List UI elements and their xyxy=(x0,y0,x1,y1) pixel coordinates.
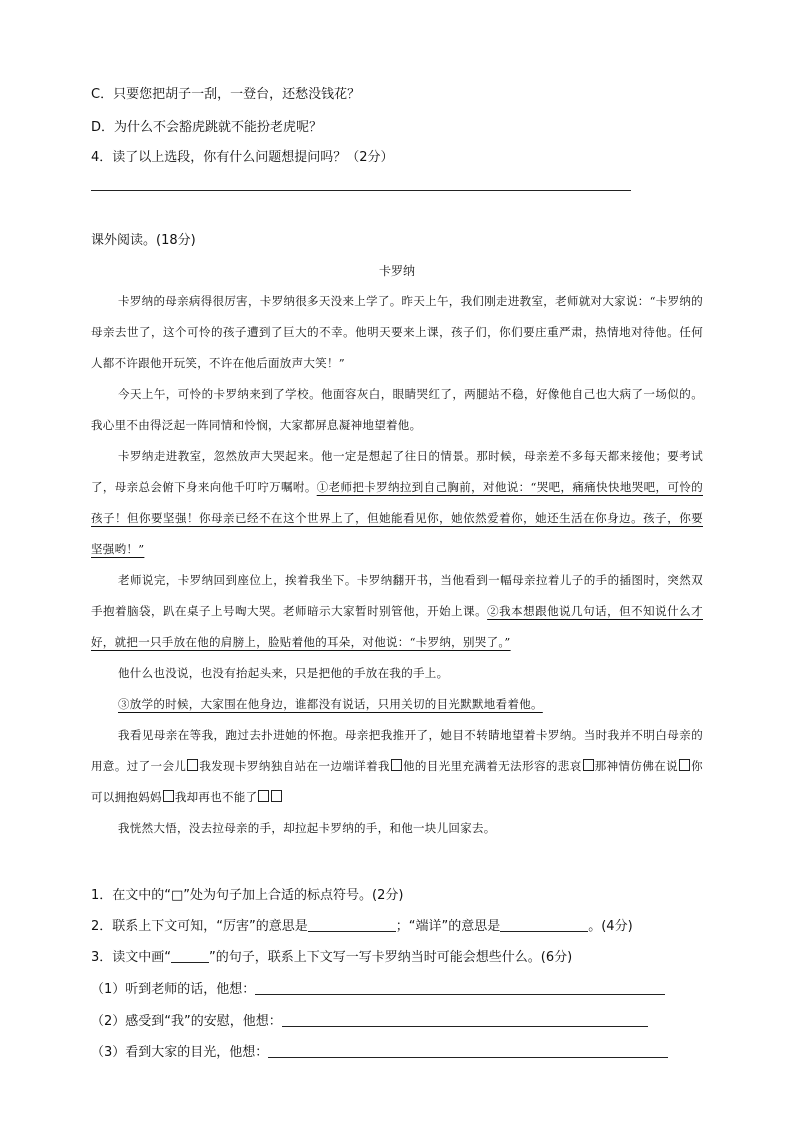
paragraph-2: 今天上午，可怜的卡罗纳来到了学校。他面容灰白，眼睛哭红了，两腿站不稳，好像他自己也大病了一场似的。我心里不由得泛起一阵同情和怜悯，大家都屏息凝神地望着他。 xyxy=(91,387,703,432)
question-3: 3．读文中画“ ”的句子，联系上下文写一写卡罗纳当时可能会想些什么。(6分) xyxy=(91,950,573,965)
underlined-sentence-2: ②我本想跟他说几句话，但不知说什么才好，就把一只手放在他的肩膀上，脸贴着他的耳朵，对他说：“卡罗纳，别哭了。” xyxy=(91,604,703,649)
question-1: 1．在文中的“□”处为句子加上合适的标点符号。(2分) xyxy=(91,888,404,903)
paragraph-5: 他什么也没说，也没有抬起头来，只是把他的手放在我的手上。 xyxy=(118,666,449,680)
paragraph-3: 卡罗纳走进教室，忽然放声大哭起来。他一定是想起了往日的情景。那时候，母亲差不多每天都来接他；要考试了，母亲总会俯下身来向他千叮咛万嘱咐。①老师把卡罗纳拉到自己胸前，对他说：“哭吧，痛痛快快地哭吧，可怜的孩子！但你要坚强！你母亲已经不在这个世界上了，但她能看见你，她依然爱着你，她还生活在你身边。孩子，你要坚强哟！” xyxy=(91,449,703,556)
paragraph-6 xyxy=(91,689,703,720)
answer-blank-duanxiang[interactable] xyxy=(500,931,588,932)
blank-box[interactable] xyxy=(679,759,690,771)
section-heading: 课外阅读。(18分) xyxy=(91,233,196,248)
paragraph-4: 老师说完，卡罗纳回到座位上，挨着我坐下。卡罗纳翻开书，当他看到一幅母亲拉着儿子的手的插图时，突然双手抱着脑袋，趴在桌子上号啕大哭。老师暗示大家暂时别管他，开始上课。②我本想跟他说几句话，但不知说什么才好，就把一只手放在他的肩膀上，脸贴着他的耳朵，对他说：“卡罗纳，别哭了。” xyxy=(91,573,703,649)
sub-question-3: （3）看到大家的目光，他想： xyxy=(91,1041,668,1060)
option-c: C．只要您把胡子一刮，一登台，还愁没钱花？ xyxy=(91,87,361,102)
question-4: 4．读了以上选段，你有什么问题想提问吗？（2分） xyxy=(91,150,394,165)
sub-question-2: （2）感受到“我”的安慰，他想： xyxy=(91,1010,648,1029)
answer-line-s2[interactable] xyxy=(282,1026,648,1027)
answer-line-s1[interactable] xyxy=(255,994,665,995)
story-title: 卡罗纳 xyxy=(378,264,415,278)
paragraph-7: 我看见母亲在等我，跑过去扑进她的怀抱。母亲把我推开了，她目不转睛地望着卡罗纳。当时我并不明白母亲的用意。过了一会儿 我发现卡罗纳独自站在一边端详着我 他的目光里充满着无法形容的悲哀 那神情仿佛在说 你可以拥抱妈妈 我却再也不能了 xyxy=(91,728,703,804)
paragraph-1: 卡罗纳的母亲病得很厉害，卡罗纳很多天没来上学了。昨天上午，我们刚走进教室，老师就对大家说：“卡罗纳的母亲去世了，这个可怜的孩子遭到了巨大的不幸。他明天要来上课，孩子们，你们要庄重严肃，热情地对待他。任何人都不许跟他开玩笑，不许在他后面放声大笑！” xyxy=(91,294,703,370)
blank-box[interactable] xyxy=(163,790,174,802)
question-2: 2．联系上下文可知，“厉害”的意思是 ；“端详”的意思是 。(4分) xyxy=(91,919,633,934)
paragraph-8: 我恍然大悟，没去拉母亲的手，却拉起卡罗纳的手，和他一块儿回家去。 xyxy=(118,821,496,835)
blank-box[interactable] xyxy=(187,759,198,771)
underline-sample xyxy=(171,962,209,963)
blank-box[interactable] xyxy=(258,790,269,802)
blank-box[interactable] xyxy=(391,759,402,771)
option-d: D．为什么不会豁虎跳就不能扮老虎呢？ xyxy=(91,120,323,135)
story-body xyxy=(91,286,703,844)
sub-question-1: （1）听到老师的话，他想： xyxy=(91,978,665,997)
answer-line-s3[interactable] xyxy=(268,1057,668,1058)
answer-blank-lihai[interactable] xyxy=(308,931,396,932)
answer-line-q4 xyxy=(91,190,631,191)
underlined-sentence-1: ①老师把卡罗纳拉到自己胸前，对他说：“哭吧，痛痛快快地哭吧，可怜的孩子！但你要坚强！你母亲已经不在这个世界上了，但她能看见你，她依然爱着你，她还生活在你身边。孩子，你要坚强哟！” xyxy=(91,480,703,556)
underlined-sentence-3: ③放学的时候，大家围在他身边，谁都没有说话，只用关切的目光默默地看着他。 xyxy=(118,697,543,711)
blank-box[interactable] xyxy=(583,759,594,771)
blank-box[interactable] xyxy=(271,790,282,802)
